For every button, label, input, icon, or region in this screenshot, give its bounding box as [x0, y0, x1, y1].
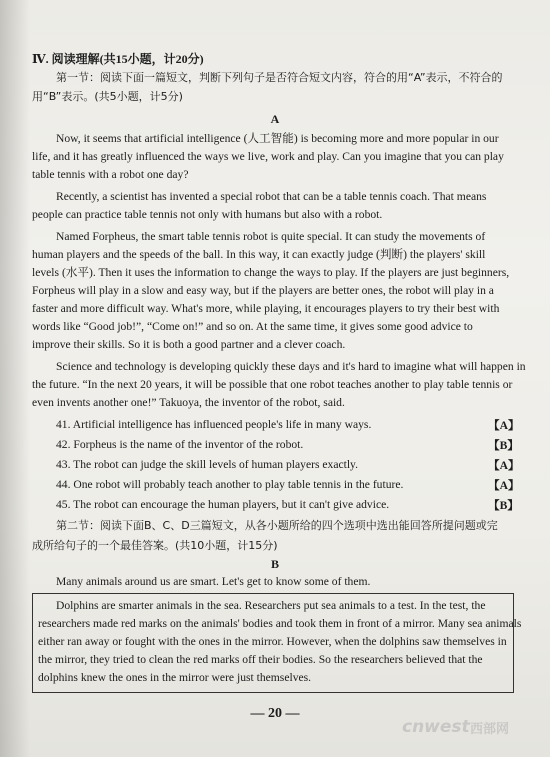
passage-b-label: B: [270, 557, 279, 571]
watermark-cn: 西部网: [470, 722, 510, 737]
passage-line: Now, it seems that artificial intelligence (人工智能) is becoming more and more popular in our: [56, 132, 499, 145]
question-45: 45. The robot can encourage the human players, but it can't give advice.: [56, 498, 390, 511]
passage-line: life, and it has greatly influenced the ways we live, work and play. Can you imagine that you can play: [32, 150, 504, 163]
box-line: Dolphins are smarter animals in the sea. Researchers put sea animals to a test. In the test, the: [56, 599, 486, 612]
passage-line: Forpheus will play in a slow and easy way, but if the players are better ones, the robot will play in a: [32, 284, 494, 297]
question-42: 42. Forpheus is the name of the inventor of the robot.: [56, 438, 304, 451]
question-41: 41. Artificial intelligence has influenced people's life in many ways.: [56, 418, 372, 431]
watermark-brand: cnwest: [402, 717, 470, 737]
question-43: 43. The robot can judge the skill levels of human players exactly.: [56, 458, 358, 471]
passage-line: Recently, a scientist has invented a special robot that can be a table tennis coach. That means: [56, 190, 487, 203]
part2-instruction-line2: 成所给句子的一个最佳答案。(共10小题，计15分): [32, 539, 278, 552]
passage-line: people can practice table tennis not only with humans but also with a robot.: [32, 208, 383, 221]
part2-instruction-line1: 第二节：阅读下面B、C、D三篇短文，从各小题所给的四个选项中选出能回答所提问题或完: [56, 519, 498, 532]
box-line: the mirror, they tried to clean the red marks off their bodies. So the researchers believed that the: [38, 653, 483, 666]
part1-instruction-line1: 第一节：阅读下面一篇短文，判断下列句子是否符合短文内容，符合的用“A”表示，不符合的: [56, 71, 503, 84]
part1-instruction-line2: 用“B”表示。(共5小题，计5分): [32, 90, 183, 103]
box-line: researchers made red marks on the animals' bodies and took them in front of a mirror. Many sea animals: [38, 617, 522, 630]
passage-line: faster and more difficult way. What's more, while playing, it encourages players to try their best with: [32, 302, 500, 315]
passage-line: table tennis with a robot one day?: [32, 168, 189, 181]
passage-line: improve their skills. So it is both a good partner and a clever coach.: [32, 338, 346, 351]
box-line: dolphins knew the ones in the mirror were just themselves.: [38, 671, 312, 684]
passage-line: Named Forpheus, the smart table tennis robot is quite special. It can study the movements of: [56, 230, 486, 243]
passage-b-intro: Many animals around us are smart. Let's get to know some of them.: [56, 575, 371, 588]
section-title: Ⅳ. 阅读理解(共15小题，计20分): [32, 52, 204, 66]
answer-44: 【A】: [488, 479, 520, 492]
passage-line: even invents another one!” Takuoya, the inventor of the robot, said.: [32, 396, 345, 409]
question-44: 44. One robot will probably teach another to play table tennis in the future.: [56, 478, 404, 491]
passage-line: words like “Good job!”, “Come on!” and so on. At the same time, it gives some good advice to: [32, 320, 473, 333]
passage-line: human players and the speeds of the ball. In this way, it can exactly judge (判断) the players' skill: [32, 248, 486, 261]
passage-line: Science and technology is developing quickly these days and it's hard to imagine what will happen in: [56, 360, 526, 373]
passage-line: levels (水平). Then it uses the information to change the ways to play. If the players are just beginners,: [32, 266, 510, 279]
passage-a-label: A: [270, 112, 280, 126]
answer-41: 【A】: [488, 419, 520, 432]
answer-42: 【B】: [488, 439, 519, 452]
passage-line: the future. “In the next 20 years, it will be possible that one robot teaches another to play table tennis or: [32, 378, 513, 391]
box-line: either ran away or fought with the ones in the mirror. However, when the dolphins saw themselves in: [38, 635, 507, 648]
page-number: — 20 —: [250, 706, 300, 721]
answer-43: 【A】: [488, 459, 520, 472]
answer-45: 【B】: [488, 499, 519, 512]
